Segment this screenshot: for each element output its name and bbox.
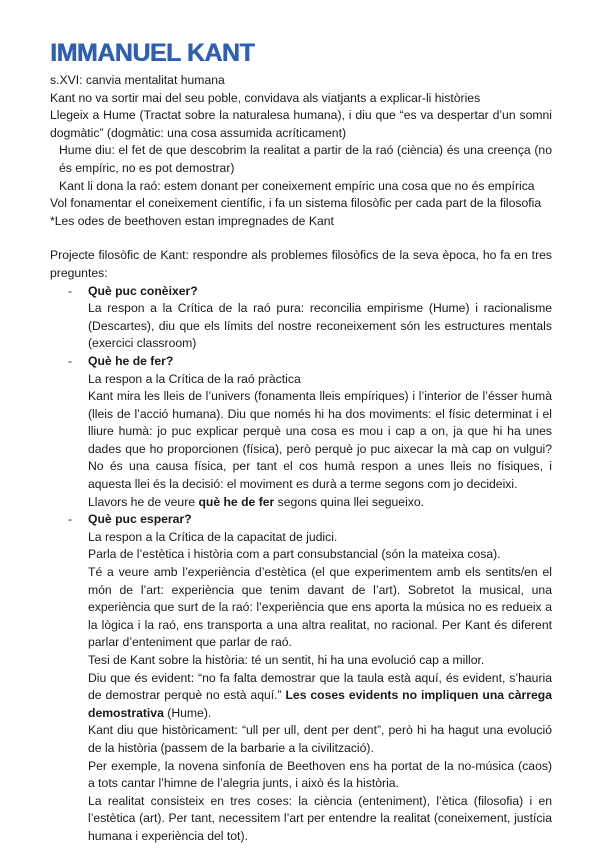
question-text: Què puc conèixer? (88, 283, 198, 298)
paragraph: Kant mira les lleis de l’univers (fonamenta lleis empíriques) i l’interior de l’ésser humà (lleis de l’acció humana). Diu que només hi ha dos moviments: el físic determinat i el lliure humà: jo puc explicar perquè una cosa es mou i cap a on, ja que hi ha unes dades que ho proporcionen (física), però perquè jo puc aixecar la mà cap on vulgui? No és una causa física, per tant el cos humà respon a unes lleis no físiques, i aquesta llei és la decisió: el moviment es durà a terme segons com jo decideixi. (88, 389, 552, 492)
paragraph: Per exemple, la novena sinfonía de Beethoven ens ha portat de la no-música (caos) a tots cantar l’himne de l’alegria junts, i això és la història. (88, 758, 552, 791)
intro-line: Kant no va sortir mai del seu poble, convidava als viatjants a explicar-li històries (50, 90, 481, 105)
intro-line: Vol fonamentar el coneixement científic, i fa un sistema filosòfic per cada part de la filosofia (50, 196, 542, 211)
spacer (50, 230, 552, 247)
intro-line: Kant li dona la raó: estem donant per coneixement empíric una cosa que no és empírica (59, 178, 535, 193)
paragraph: Tesi de Kant sobre la història: té un sentit, hi ha una evolució cap a millor. (88, 653, 485, 667)
intro-line: s.XVI: canvia mentalitat humana (50, 73, 225, 87)
question-text: Què he de fer? (88, 353, 174, 368)
page-title: IMMANUEL KANT (50, 39, 255, 67)
paragraph (88, 670, 552, 723)
text-run: segons quina llei segueixo. (274, 494, 425, 509)
bullet-dash: - (68, 512, 73, 527)
intro-line: Llegeix a Hume (Tractat sobre la naturalesa humana), i diu que “es va despertar d’un somni dogmàtic” (dogmàtic: una cosa assumida acríticament) (50, 108, 552, 140)
bullet-dash: - (68, 283, 73, 298)
paragraph: Parla de l’estètica i història com a part consubstancial (són la mateixa cosa). (88, 547, 501, 562)
intro-notes (50, 72, 552, 230)
bold-text: què he de fer (198, 494, 275, 509)
paragraph: Kant diu que històricament: “ull per ull, dent per dent”, però hi ha hagut una evolució de la història (passem de la barbarie a la civilització). (88, 723, 552, 755)
paragraph: Té a veure amb l’experiència d’estètica (el que experimentem amb els sentits/en el món de l’art: experiència que tenim davant de l’art). Sobretot la musical, una experiència que surt de la raó: l’experiència que ens aporta la música no es redueix a la lògica i la raó, ens transporta a una altra realitat, no racional. Per Kant és diferent parlar d’enteniment que parlar de raó. (88, 565, 552, 650)
question-heading-2 (50, 353, 552, 371)
intro-line: Hume diu: el fet de que descobrim la realitat a partir de la raó (ciència) és una creença (no és empíric, no es pot demostrar) (59, 143, 552, 175)
question-heading-3 (50, 511, 552, 529)
paragraph: La realitat consisteix en tres coses: la ciència (enteniment), l’ètica (filosofia) i en l’estètica (art). Per tant, necessitem l’art per entendre la realitat (coneixement, justícia humana i experiència del tot). (88, 793, 552, 843)
question-body-1 (50, 300, 552, 353)
question-body-2 (50, 371, 552, 512)
intro-line: *Les odes de beethoven estan impregnades de Kant (50, 213, 334, 228)
text-run: Diu que és evident: “no fa falta demostrar que la taula està aquí, és evident, s’hauria de demostrar perquè no està aquí.” (88, 670, 552, 703)
text-run: Llavors he de veure (88, 494, 199, 509)
paragraph: La respon a la Crítica de la raó pura: reconcilia empirisme (Hume) i racionalisme (Descartes), diu que els límits del nostre reconeixement són les estructures mentals (exercici classroom) (88, 301, 552, 351)
question-body-3 (50, 529, 552, 846)
question-heading-1 (50, 283, 552, 301)
project-intro: Projecte filosòfic de Kant: respondre als problemes filosòfics de la seva època, ho fa en tres preguntes: (50, 248, 552, 280)
text-run: (Hume). (163, 705, 212, 720)
paragraph: La respon a la Crítica de la raó pràctica (88, 371, 301, 386)
bullet-dash: - (68, 353, 73, 368)
bold-text: Les coses evidents no impliquen una càrrega demostrativa (88, 688, 552, 720)
paragraph: La respon a la Crítica de la capacitat de judici. (88, 529, 338, 544)
paragraph (88, 494, 552, 512)
question-text: Què puc esperar? (88, 512, 192, 527)
